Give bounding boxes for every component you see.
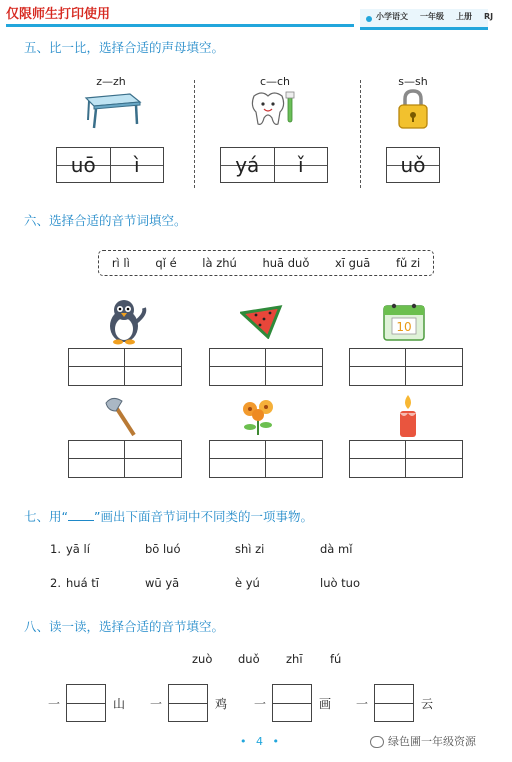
pair-label-c-ch: c—ch bbox=[259, 75, 291, 88]
watermark-text: 绿色圃一年级资源 bbox=[388, 735, 476, 748]
answer-box[interactable] bbox=[349, 440, 463, 478]
pair-label-s-sh: s—sh bbox=[398, 75, 428, 88]
divider bbox=[194, 80, 195, 188]
watermark bbox=[370, 733, 476, 749]
suffix-char: 画 bbox=[319, 697, 332, 711]
section7-title bbox=[24, 507, 313, 525]
q7-word[interactable]: luò tuo bbox=[320, 576, 361, 590]
word-option: xī guā bbox=[335, 256, 371, 270]
svg-text:10: 10 bbox=[396, 320, 412, 334]
underline-mark bbox=[68, 510, 94, 521]
page-number: • 4 • bbox=[240, 735, 282, 748]
divider bbox=[360, 80, 361, 188]
section6-title: 六、选择合适的音节词填空。 bbox=[24, 213, 187, 228]
prefix-char: 一 bbox=[254, 697, 267, 711]
padlock-icon bbox=[396, 88, 430, 130]
candle-icon bbox=[396, 393, 420, 439]
fill-grid[interactable] bbox=[272, 684, 312, 722]
q7-word[interactable]: shì zi bbox=[235, 542, 265, 556]
word-option: fǔ zi bbox=[395, 256, 421, 270]
answer-box[interactable] bbox=[68, 348, 182, 386]
fill-grid[interactable] bbox=[168, 684, 208, 722]
prefix-char: 一 bbox=[48, 697, 61, 711]
answer-box[interactable] bbox=[68, 440, 182, 478]
header-meta bbox=[376, 11, 505, 22]
section7-title-pre: 七、用“ bbox=[24, 509, 68, 524]
wechat-icon bbox=[370, 736, 384, 748]
header-rule bbox=[6, 24, 354, 27]
syllable-option: duǒ bbox=[238, 652, 260, 666]
calendar-icon bbox=[380, 300, 430, 344]
word-bank bbox=[98, 250, 434, 276]
q7-word[interactable]: dà mǐ bbox=[320, 542, 353, 556]
section8-title: 八、读一读，选择合适的音节填空。 bbox=[24, 619, 225, 634]
axe-icon bbox=[102, 395, 140, 439]
suffix-char: 鸡 bbox=[215, 697, 228, 711]
answer-grid-z-zh[interactable] bbox=[56, 147, 164, 183]
syllable-option: zuò bbox=[192, 652, 213, 666]
suffix-char: 山 bbox=[113, 697, 126, 711]
q7-word[interactable]: wū yā bbox=[145, 576, 180, 590]
meta-subject: 小学语文 bbox=[376, 12, 408, 21]
word-option: qǐ é bbox=[155, 256, 177, 270]
grid-cell-text: ǐ bbox=[297, 153, 304, 177]
syllable-option: fú bbox=[330, 652, 342, 666]
penguin-icon bbox=[100, 296, 150, 346]
q7-word[interactable]: yā lí bbox=[66, 542, 90, 556]
suffix-char: 云 bbox=[421, 697, 434, 711]
header-dot-icon bbox=[366, 16, 372, 22]
meta-grade: 一年级 bbox=[420, 12, 444, 21]
flower-icon bbox=[236, 397, 280, 437]
word-option: rì lì bbox=[111, 256, 130, 270]
fill-grid[interactable] bbox=[66, 684, 106, 722]
answer-box[interactable] bbox=[209, 440, 323, 478]
q7-word[interactable]: huá tī bbox=[66, 576, 99, 590]
syllable-option: zhī bbox=[286, 652, 303, 666]
meta-volume: 上册 bbox=[456, 12, 472, 21]
watermelon-icon bbox=[240, 303, 286, 339]
grid-cell-text: yá bbox=[235, 153, 260, 177]
grid-cell-text: uǒ bbox=[400, 153, 426, 177]
table-icon bbox=[80, 90, 142, 130]
word-option: là zhú bbox=[202, 256, 237, 270]
answer-grid-s-sh[interactable] bbox=[386, 147, 440, 183]
q7-word[interactable]: è yú bbox=[235, 576, 260, 590]
section7-title-post: ”画出下面音节词中不同类的一项事物。 bbox=[93, 509, 313, 524]
answer-box[interactable] bbox=[209, 348, 323, 386]
answer-grid-c-ch[interactable] bbox=[220, 147, 328, 183]
q7-word[interactable]: bō luó bbox=[145, 542, 181, 556]
header-title: 仅限师生打印使用 bbox=[6, 7, 111, 22]
q7-row1-num: 1. bbox=[50, 542, 61, 556]
fill-grid[interactable] bbox=[374, 684, 414, 722]
prefix-char: 一 bbox=[150, 697, 163, 711]
grid-cell-text: ì bbox=[133, 153, 140, 177]
word-option: huā duǒ bbox=[262, 256, 310, 270]
pair-label-z-zh: z—zh bbox=[96, 75, 126, 88]
q7-row2-num: 2. bbox=[50, 576, 61, 590]
answer-box[interactable] bbox=[349, 348, 463, 386]
tooth-brush-icon bbox=[248, 90, 300, 128]
meta-edition: RJ bbox=[484, 12, 494, 21]
prefix-char: 一 bbox=[356, 697, 369, 711]
grid-cell-text: uō bbox=[70, 153, 96, 177]
section5-title: 五、比一比，选择合适的声母填空。 bbox=[24, 40, 225, 55]
